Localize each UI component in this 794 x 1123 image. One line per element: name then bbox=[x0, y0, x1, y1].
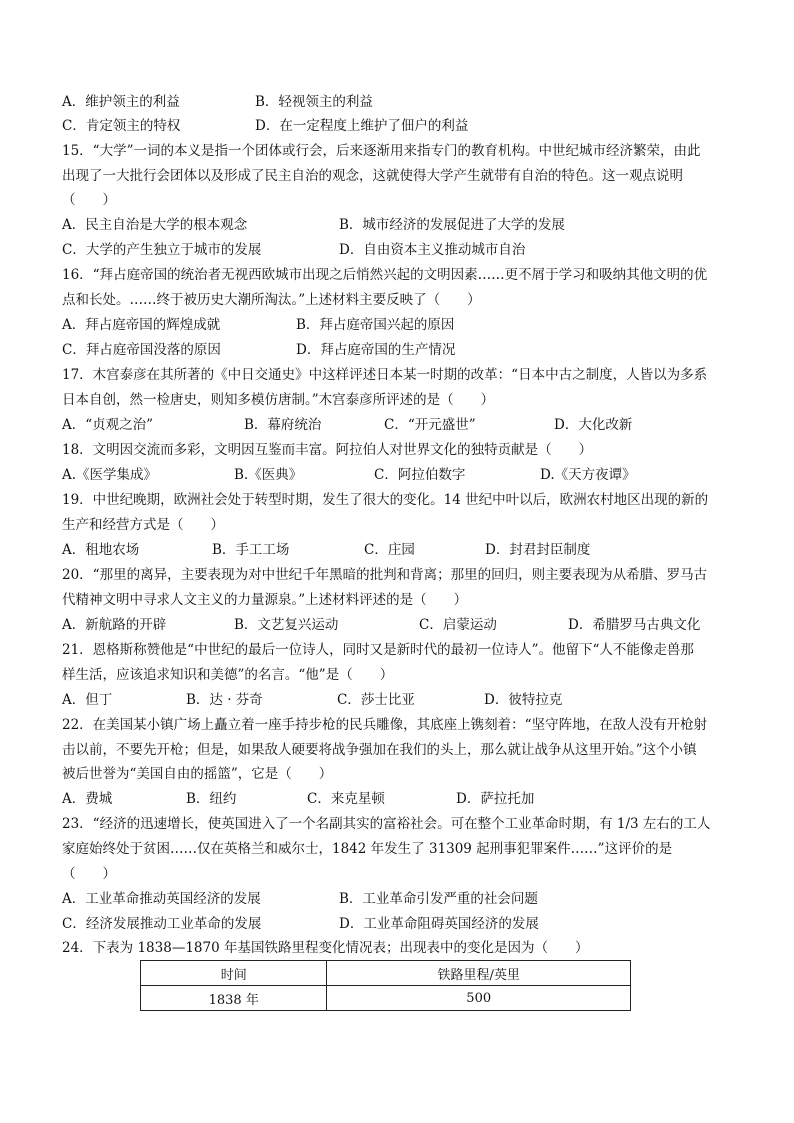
q20-option-d[interactable]: D．希腊罗马古典文化 bbox=[568, 617, 701, 633]
q21-option-c[interactable]: C．莎士比亚 bbox=[337, 692, 415, 708]
q23-stem-line-1: 23．“经济的迅速增长，使英国进入了一个名副其实的富裕社会。可在整个工业革命时期，有 1/3 左右的工人 bbox=[62, 816, 711, 832]
table-cell-mileage: 500 bbox=[327, 986, 631, 1011]
q16-option-d[interactable]: D．拜占庭帝国的生产情况 bbox=[296, 342, 456, 358]
q15-option-d[interactable]: D．自由资本主义推动城市自治 bbox=[339, 242, 526, 258]
q23-option-c[interactable]: C．经济发展推动工业革命的发展 bbox=[62, 916, 262, 932]
q21-option-b[interactable]: B．达 · 芬奇 bbox=[186, 692, 263, 708]
q14-option-b[interactable]: B．轻视领主的利益 bbox=[255, 94, 373, 110]
q23-option-b[interactable]: B．工业革命引发严重的社会问题 bbox=[339, 891, 538, 907]
q20-option-a[interactable]: A．新航路的开辟 bbox=[62, 617, 167, 633]
table-row bbox=[141, 986, 631, 1011]
q14-option-a[interactable]: A．维护领主的利益 bbox=[62, 94, 180, 110]
q21-option-d[interactable]: D．彼特拉克 bbox=[484, 692, 563, 708]
q17-option-a[interactable]: A．“贞观之治” bbox=[62, 417, 154, 433]
q15-option-b[interactable]: B．城市经济的发展促进了大学的发展 bbox=[339, 217, 565, 233]
q23-stem-line-2: 家庭始终处于贫困……仅在英格兰和威尔士，1842 年发生了 31309 起刑事犯罪案件……”这评价的是 bbox=[62, 841, 673, 857]
q18-option-b[interactable]: B.《医典》 bbox=[234, 467, 303, 483]
railway-mileage-table bbox=[140, 960, 631, 1011]
q22-stem-line-1: 22．在美国某小镇广场上矗立着一座手持步枪的民兵雕像，其底座上镌刻着：“坚守阵地，在敌人没有开枪射 bbox=[62, 717, 708, 733]
q23-stem-line-3: （ ） bbox=[62, 866, 116, 882]
q22-option-a[interactable]: A．费城 bbox=[62, 791, 113, 807]
q18-option-d[interactable]: D.《天方夜谭》 bbox=[540, 467, 636, 483]
q15-stem-line-3: （ ） bbox=[62, 192, 116, 208]
q19-stem-line-2: 生产和经营方式是（ ） bbox=[62, 517, 224, 533]
q15-option-c[interactable]: C．大学的产生独立于城市的发展 bbox=[62, 242, 262, 258]
q15-stem-line-2: 出现了一大批行会团体以及形成了民主自治的观念，这就使得大学产生就带有自治的特色。这一观点说明 bbox=[62, 168, 683, 184]
q21-option-a[interactable]: A．但丁 bbox=[62, 692, 113, 708]
q19-stem-line-1: 19．中世纪晚期，欧洲社会处于转型时期，发生了很大的变化。14 世纪中叶以后，欧洲农村地区出现的新的 bbox=[62, 492, 709, 508]
q15-stem-line-1: 15．“大学”一词的本义是指一个团体或行会，后来逐渐用来指专门的教育机构。中世纪城市经济繁荣，由此 bbox=[62, 143, 701, 159]
q16-option-c[interactable]: C．拜占庭帝国没落的原因 bbox=[62, 342, 221, 358]
q17-option-c[interactable]: C．“开元盛世” bbox=[384, 417, 476, 433]
q14-option-d[interactable]: D．在一定程度上维护了佃户的利益 bbox=[255, 118, 469, 134]
q22-stem-line-3: 被后世誉为“美国自由的摇篮”，它是（ ） bbox=[62, 766, 333, 782]
q18-stem-line-1: 18．文明因交流而多彩，文明因互鉴而丰富。阿拉伯人对世界文化的独特贡献是（ ） bbox=[62, 442, 593, 458]
table-header-mileage: 铁路里程/英里 bbox=[327, 961, 631, 986]
q20-option-c[interactable]: C．启蒙运动 bbox=[419, 617, 497, 633]
q21-stem-line-2: 样生活，应该追求知识和美德”的名言。“他”是（ ） bbox=[62, 667, 394, 683]
table-header-time: 时间 bbox=[141, 961, 327, 986]
q15-option-a[interactable]: A．民主自治是大学的根本观念 bbox=[62, 217, 248, 233]
q19-option-d[interactable]: D．封君封臣制度 bbox=[485, 542, 591, 558]
q17-stem-line-1: 17．木宫泰彦在其所著的《中日交通史》中这样评述日本某一时期的改革：“日本中古之制度，人皆以为多系 bbox=[62, 367, 708, 383]
q22-option-d[interactable]: D．萨拉托加 bbox=[456, 791, 535, 807]
q22-option-b[interactable]: B．纽约 bbox=[186, 791, 237, 807]
q19-option-c[interactable]: C．庄园 bbox=[364, 542, 415, 558]
q21-stem-line-1: 21．恩格斯称赞他是“中世纪的最后一位诗人，同时又是新时代的最初一位诗人”。他留下“人不能像走兽那 bbox=[62, 642, 694, 658]
q22-option-c[interactable]: C．来克星顿 bbox=[307, 791, 385, 807]
q16-option-b[interactable]: B．拜占庭帝国兴起的原因 bbox=[296, 317, 455, 333]
table-header-row bbox=[141, 961, 631, 986]
q16-stem-line-2: 点和长处。……终于被历史大潮所淘汰。”上述材料主要反映了（ ） bbox=[62, 292, 481, 308]
q19-option-b[interactable]: B．手工工场 bbox=[212, 542, 290, 558]
q17-stem-line-2: 日本自创，然一检唐史，则知多模仿唐制。”木宫泰彦所评述的是（ ） bbox=[62, 392, 495, 408]
q23-option-a[interactable]: A．工业革命推动英国经济的发展 bbox=[62, 891, 261, 907]
q16-stem-line-1: 16．“拜占庭帝国的统治者无视西欧城市出现之后悄然兴起的文明因素……更不屑于学习和吸纳其他文明的优 bbox=[62, 267, 708, 283]
q19-option-a[interactable]: A．租地农场 bbox=[62, 542, 140, 558]
q24-stem-line-1: 24．下表为 1838—1870 年基国铁路里程变化情况表；出现表中的变化是因为（ ） bbox=[62, 940, 589, 956]
q14-option-c[interactable]: C．肯定领主的特权 bbox=[62, 118, 181, 134]
q17-option-b[interactable]: B．幕府统治 bbox=[244, 417, 322, 433]
q20-stem-line-1: 20．“那里的离异，主要表现为对中世纪千年黑暗的批判和背离；那里的回归，则主要表现为从希腊、罗马古 bbox=[62, 567, 708, 583]
q18-option-a[interactable]: A.《医学集成》 bbox=[62, 467, 158, 483]
q20-stem-line-2: 代精神文明中寻求人文主义的力量源泉。”上述材料评述的是（ ） bbox=[62, 592, 468, 608]
q16-option-a[interactable]: A．拜占庭帝国的辉煌成就 bbox=[62, 317, 221, 333]
q23-option-d[interactable]: D．工业革命阻碍英国经济的发展 bbox=[339, 916, 539, 932]
q22-stem-line-2: 击以前，不要先开枪；但是，如果敌人硬要将战争强加在我们的头上，那么就让战争从这里开始。”这个小镇 bbox=[62, 742, 697, 758]
q18-option-c[interactable]: C．阿拉伯数字 bbox=[374, 467, 466, 483]
q17-option-d[interactable]: D．大化改新 bbox=[554, 417, 633, 433]
q20-option-b[interactable]: B．文艺复兴运动 bbox=[234, 617, 339, 633]
table-cell-year: 1838 年 bbox=[141, 986, 327, 1011]
